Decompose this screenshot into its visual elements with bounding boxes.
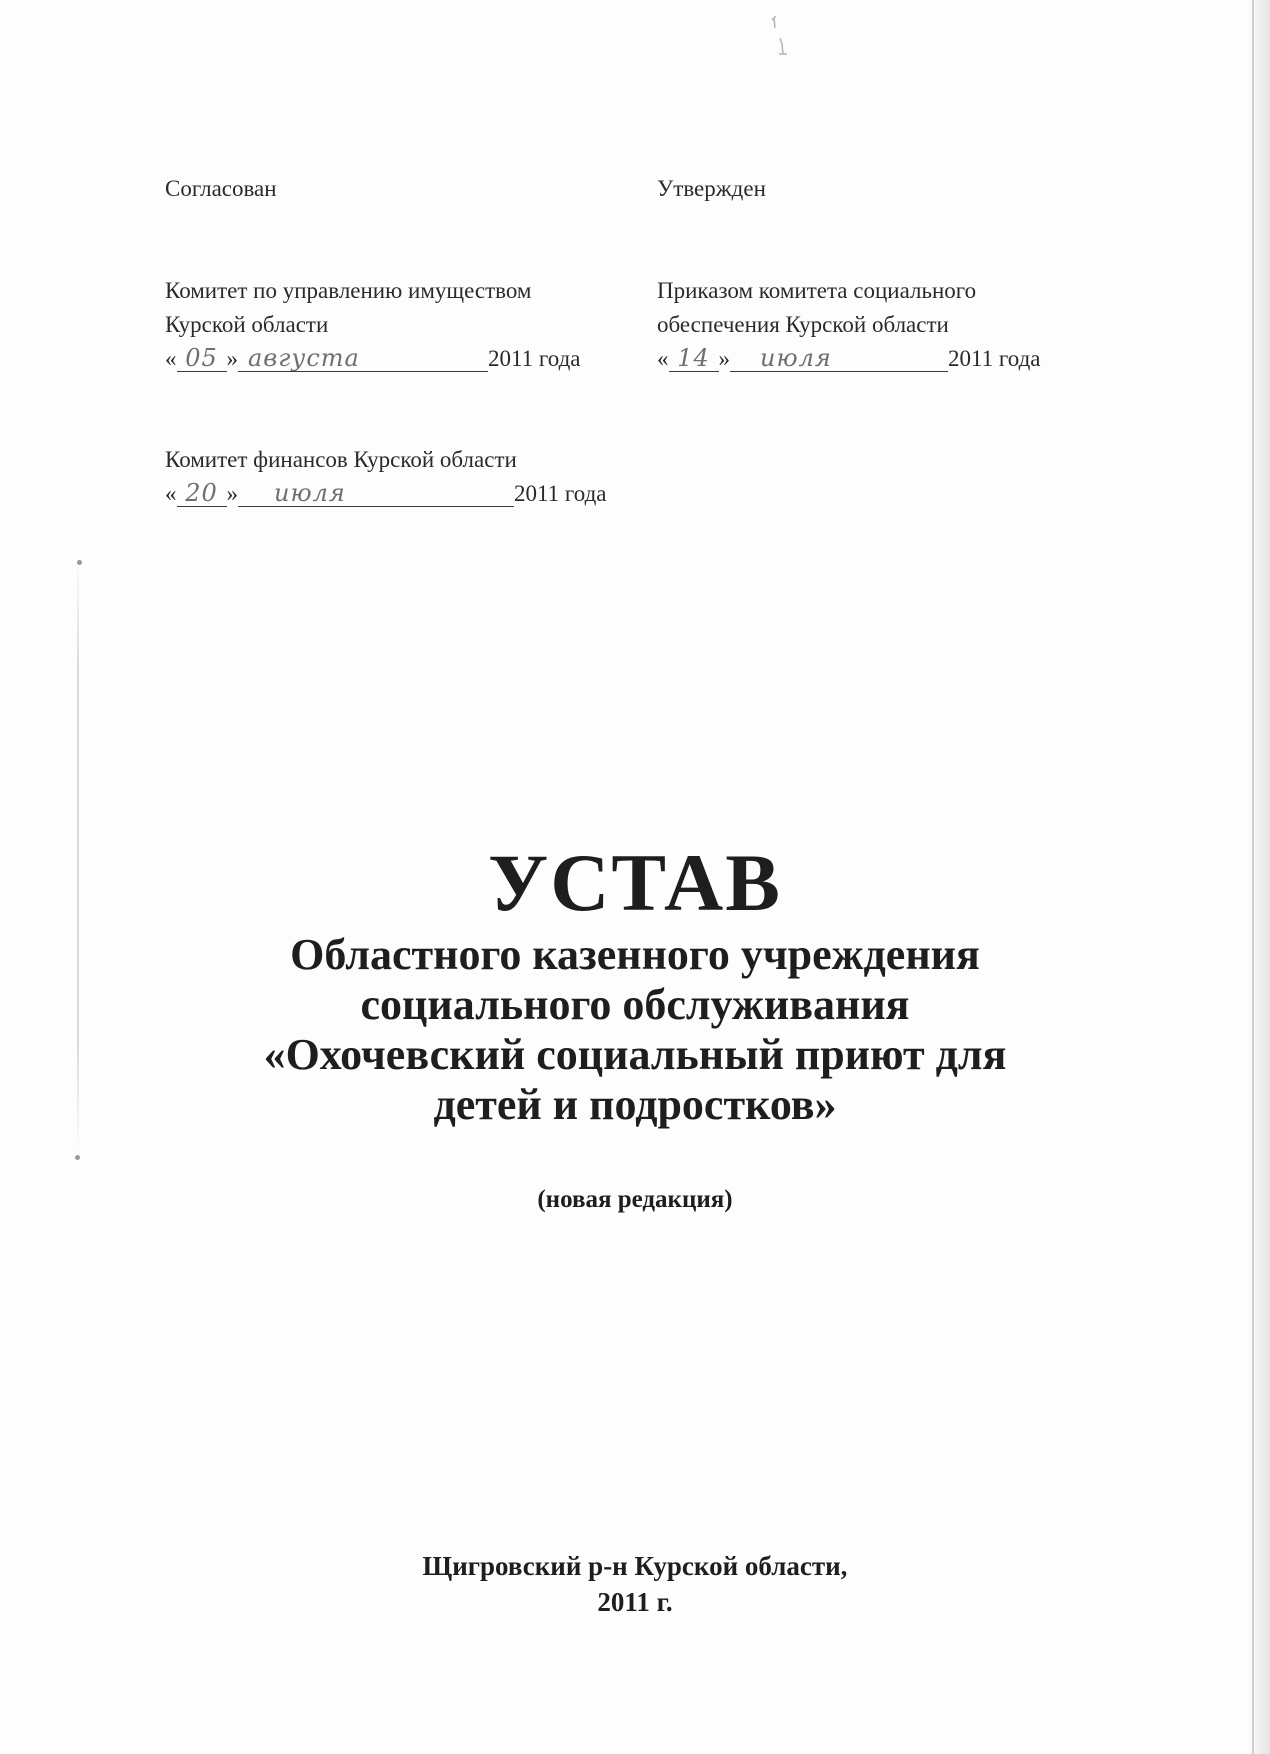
footer-place: Щигровский р-н Курской области, <box>422 1551 848 1581</box>
institution-name-line3: «Охочевский социальный приют для <box>263 1030 1007 1079</box>
property-committee-date <box>165 342 581 376</box>
social-committee-line2: обеспечения Курской области <box>657 312 949 337</box>
property-committee-line1: Комитет по управлению имуществом <box>165 278 532 303</box>
open-quote: « <box>165 481 177 506</box>
scan-dot <box>77 560 82 565</box>
social-committee-block <box>657 274 1041 376</box>
finance-committee-date <box>165 477 607 511</box>
date-year: 2011 года <box>488 346 581 371</box>
left-approval-block <box>165 172 277 206</box>
approved-heading: Утвержден <box>657 176 766 201</box>
institution-name <box>0 930 1270 1130</box>
agreed-heading: Согласован <box>165 176 277 201</box>
finance-committee-block <box>165 443 607 511</box>
footer-place-year <box>0 1548 1270 1620</box>
handwritten-day: 14 <box>677 344 710 372</box>
date-year: 2011 года <box>514 481 607 506</box>
institution-name-line4: детей и подростков» <box>433 1080 837 1129</box>
open-quote: « <box>165 346 177 371</box>
social-committee-line1: Приказом комитета социального <box>657 278 977 303</box>
handwritten-month: июля <box>760 344 832 372</box>
handwritten-day: 20 <box>185 479 218 507</box>
handwritten-month: августа <box>248 344 360 372</box>
open-quote: « <box>657 346 669 371</box>
property-committee-block <box>165 274 581 376</box>
close-quote: » <box>718 346 730 371</box>
pencil-page-number-mark <box>766 14 794 58</box>
day-blank <box>177 478 227 507</box>
close-quote: » <box>226 481 238 506</box>
scan-dot <box>75 1155 80 1160</box>
edition-note: (новая редакция) <box>537 1186 733 1213</box>
day-blank <box>177 343 227 372</box>
institution-name-line2: социального обслуживания <box>360 980 910 1029</box>
day-blank <box>669 343 719 372</box>
right-approval-block <box>657 172 766 206</box>
close-quote: » <box>226 346 238 371</box>
handwritten-month: июля <box>274 479 346 507</box>
finance-committee-line1: Комитет финансов Курской области <box>165 447 517 472</box>
property-committee-line2: Курской области <box>165 312 329 337</box>
month-blank <box>238 343 488 372</box>
social-committee-date <box>657 342 1041 376</box>
handwritten-day: 05 <box>185 344 218 372</box>
institution-name-line1: Областного казенного учреждения <box>290 930 980 979</box>
date-year: 2011 года <box>948 346 1041 371</box>
footer-year: 2011 г. <box>597 1587 673 1617</box>
document-title: УСТАВ <box>488 837 782 928</box>
month-blank <box>238 478 514 507</box>
month-blank <box>730 343 948 372</box>
